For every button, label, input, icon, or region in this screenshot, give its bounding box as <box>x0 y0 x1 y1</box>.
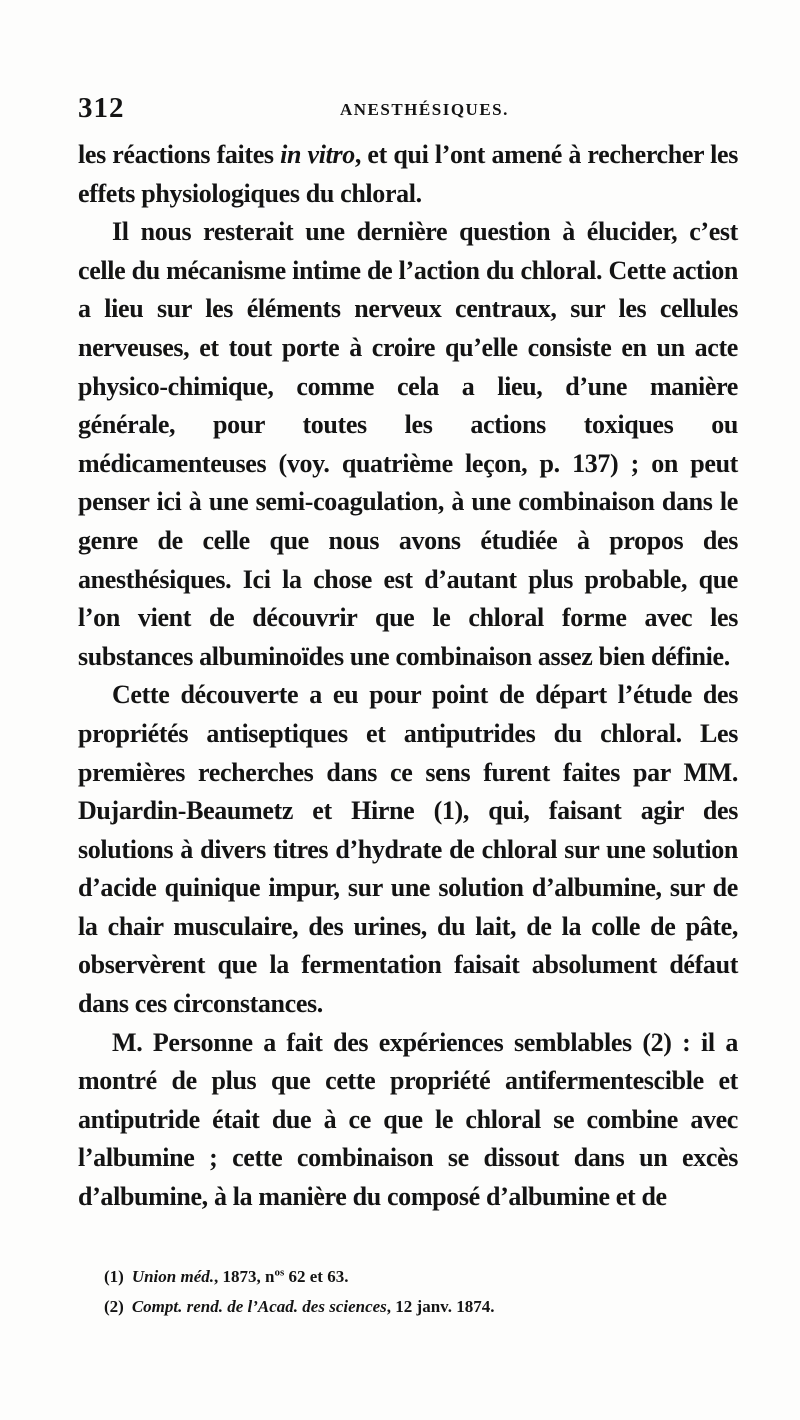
footnote <box>104 1262 724 1292</box>
footnote-source: Union méd. <box>131 1267 215 1286</box>
footnote-marker: (2) <box>104 1297 124 1316</box>
paragraph-text: les réactions faites <box>78 140 281 169</box>
body-text <box>78 136 738 1217</box>
paragraph: M. Personne a fait des expériences semblables (2) : il a montré de plus que cette propriété antifermentescible et antiputride était due à ce que le chloral se combine avec l’albumine ; cette combinaison se dissout dans un excès d’albumine, à la manière du composé d’albumine et de <box>78 1027 738 1212</box>
page-number: 312 <box>78 92 125 124</box>
footnote <box>104 1292 724 1322</box>
footnote-source: Compt. rend. de l’Acad. des sciences <box>131 1297 387 1316</box>
paragraph-continued <box>78 136 738 213</box>
paragraph: Cette découverte a eu pour point de départ l’étude des propriétés antiseptiques et antiputrides du chloral. Les premières recherches dans ce sens furent faites par MM. Dujardin-Beaumetz et Hirne (1), qui, faisant agir des solutions à divers titres d’hydrate de chloral sur une solution d’acide quinique impur, sur une solution d’albumine, sur de la chair musculaire, des urines, du lait, de la colle de pâte, observèrent que la fermentation faisait absolument défaut dans ces circonstances. <box>78 680 738 1019</box>
footnote-marker: (1) <box>104 1267 124 1286</box>
running-title: ANESTHÉSIQUES. <box>340 100 509 119</box>
running-head <box>78 92 738 132</box>
footnote-superscript: os <box>274 1266 285 1279</box>
footnote-text: , 1873, n <box>214 1267 275 1286</box>
footnotes <box>104 1262 724 1322</box>
footnote-text: 62 et 63. <box>284 1267 349 1286</box>
paragraph-text: , et qui l’ont amené à rechercher les effets physiologiques du chloral. <box>78 140 739 208</box>
paragraph: Il nous resterait une dernière question à élucider, c’est celle du mécanisme intime de l’action du chloral. Cette action a lieu sur les éléments nerveux centraux, sur les cellules nerveuses, et tout porte à croire qu’elle consiste en un acte physico-chimique, comme cela a lieu, d’une manière générale, pour toutes les actions toxiques ou médicamenteuses (voy. quatrième leçon, p. 137) ; on peut penser ici à une semi-coagulation, à une combinaison dans le genre de celle que nous avons étudiée à propos des anesthésiques. Ici la chose est d’autant plus probable, que l’on vient de découvrir que le chloral forme avec les substances albuminoïdes une combinaison assez bien définie. <box>78 217 738 671</box>
footnote-text: , 12 janv. 1874. <box>386 1297 495 1316</box>
italic-phrase: in vitro <box>280 140 355 169</box>
